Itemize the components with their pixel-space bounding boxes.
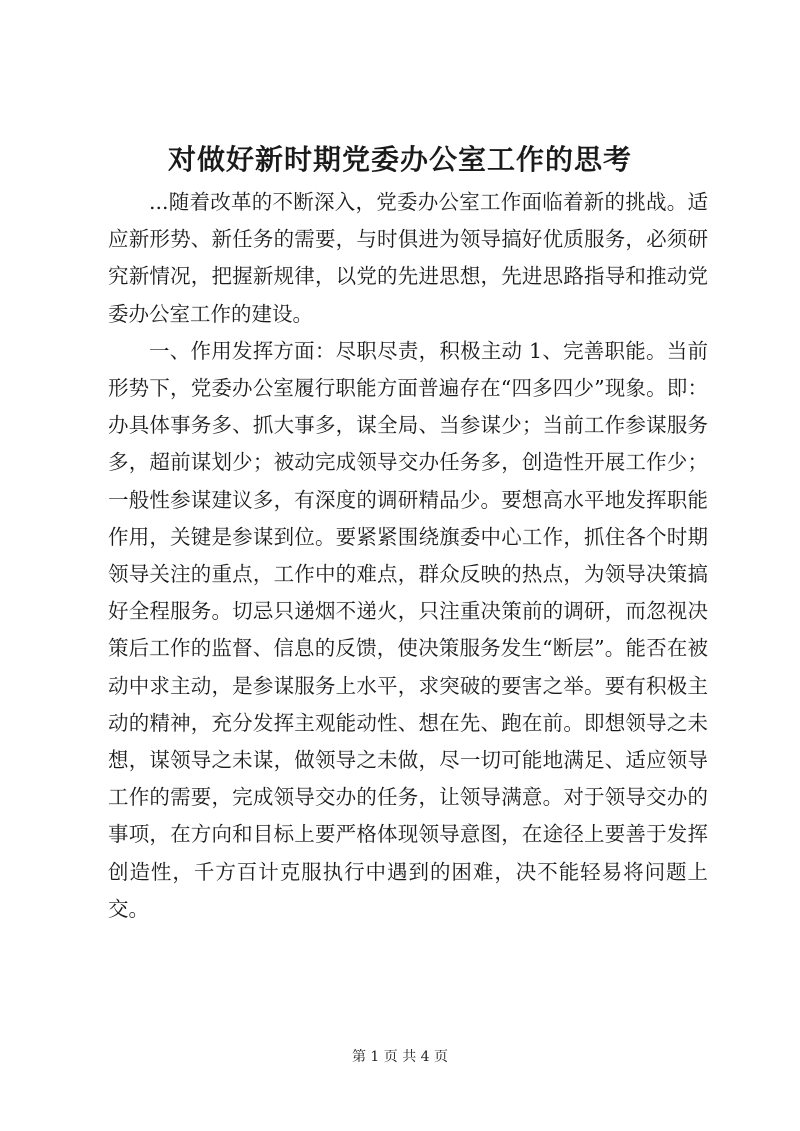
document-body	[108, 184, 708, 928]
document-title: 对做好新时期党委办公室工作的思考	[167, 143, 632, 176]
paragraph-intro: ...随着改革的不断深入，党委办公室工作面临着新的挑战。适应新形势、新任务的需要，与时俱进为领导搞好优质服务，必须研究新情况，把握新规律，以党的先进思想，先进思路指导和推动党委办公室工作的建设。	[108, 190, 708, 326]
paragraph-section-one: 一、作用发挥方面：尽职尽责，积极主动 1、完善职能。当前形势下，党委办公室履行职能方面普遍存在“四多四少”现象。即：办具体事务多、抓大事多，谋全局、当参谋少；当前工作参谋服务多，超前谋划少；被动完成领导交办任务多，创造性开展工作少；一般性参谋建议多，有深度的调研精品少。要想高水平地发挥职能作用，关键是参谋到位。要紧紧围绕旗委中心工作，抓住各个时期领导关注的重点，工作中的难点，群众反映的热点，为领导决策搞好全程服务。切忌只递烟不递火，只注重决策前的调研，而忽视决策后工作的监督、信息的反馈，使决策服务发生“断层”。能否在被动中求主动，是参谋服务上水平，求突破的要害之举。要有积极主动的精神，充分发挥主观能动性、想在先、跑在前。即想领导之未想，谋领导之未谋，做领导之未做，尽一切可能地满足、适应领导工作的需要，完成领导交办的任务，让领导满意。对于领导交办的事项，在方向和目标上要严格体现领导意图，在途径上要善于发挥创造性，千方百计克服执行中遇到的困难，决不能轻易将问题上交。	[108, 338, 708, 921]
page-footer: 第 1 页 共 4 页	[351, 1049, 449, 1065]
